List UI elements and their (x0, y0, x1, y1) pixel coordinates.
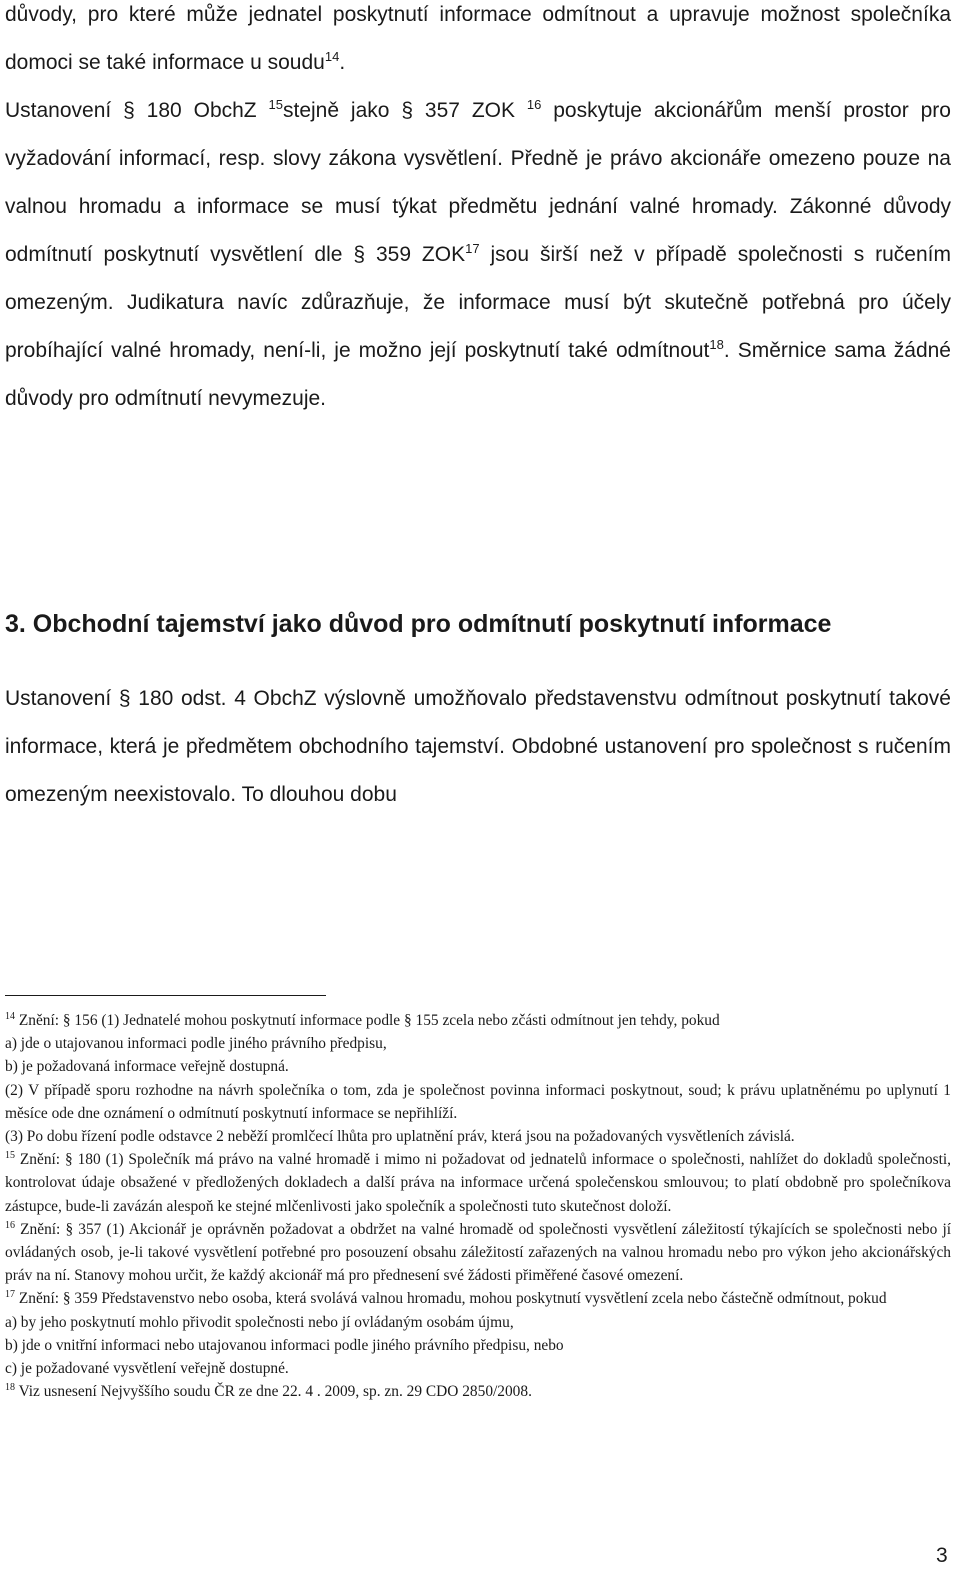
footnote-ref-18[interactable]: 18 (709, 337, 724, 352)
footnote-line: a) jde o utajovanou informaci podle jiného právního předpisu, (5, 1035, 387, 1053)
footnote-ref-17[interactable]: 17 (465, 241, 480, 256)
footnote-number: 15 (5, 1150, 15, 1162)
footnote-number: 14 (5, 1010, 15, 1022)
footnote-line: b) je požadovaná informace veřejně dostupná. (5, 1058, 289, 1076)
text-segment: Ustanovení § 180 ObchZ (5, 99, 257, 122)
text-segment: poskytuje akcionářům menší prostor pro vyžadování informací, resp. slovy zákona vysvětlení. Předně je právo akcionáře omezeno pouze na valnou hromadu a informace se musí týkat předmětu jednání valné hromady. Zákonné důvody odmítnutí poskytnutí vysvětlení dle § 359 ZOK (5, 99, 951, 266)
footnote-separator (5, 995, 326, 996)
footnote-17 (5, 1287, 951, 1310)
footnote-ref-15[interactable]: 15 (268, 97, 283, 112)
footnote-text: Viz usnesení Nejvyššího soudu ČR ze dne 22. 4 . 2009, sp. zn. 29 CDO 2850/2008. (18, 1383, 532, 1401)
footnote-text: Znění: § 180 (1) Společník má právo na valné hromadě i mimo ni požadovat od jednatelů informace o společnosti, nahlížet do dokladů společnosti, kontrolovat údaje obsažené v předložených dokladech a další práva na informace určená společenskou smlouvou; to platí obdobně pro společníkova zástupce, bude-li zavázán alespoň ke stejné mlčenlivosti jako společník a společnosti tuto skutečnost doloží. (5, 1151, 951, 1215)
footnote-number: 18 (5, 1382, 15, 1394)
body-paragraph-2: Ustanovení § 180 odst. 4 ObchZ výslovně umožňovalo představenstvu odmítnout poskytnutí takové informace, která je předmětem obchodního tajemství. Obdobné ustanovení pro společnost s ručením omezeným neexistovalo. To dlouhou dobu (5, 687, 951, 806)
footnote-text: Znění: § 156 (1) Jednatelé mohou poskytnutí informace podle § 155 zcela nebo zčásti odmítnout jen tehdy, pokud (18, 1012, 720, 1029)
text-segment: důvody, pro které může jednatel poskytnutí informace odmítnout a upravuje možnost společníka domoci se také informace u soudu (5, 3, 951, 74)
footnote-line: b) jde o vnitřní informaci nebo utajovanou informaci podle jiného právního předpisu, nebo (5, 1336, 564, 1354)
footnote-16 (5, 1218, 951, 1288)
footnote-line: (2) V případě sporu rozhodne na návrh společníka o tom, zda je společnost povinna informaci poskytnout, soud; k právu uplatněnému po uplynutí 1 měsíce ode dne oznámení o odmítnutí poskytnutí informace se nepřihlíží. (5, 1081, 951, 1122)
footnotes-section (5, 1009, 951, 1403)
footnote-14 (5, 1009, 951, 1032)
section-heading: 3. Obchodní tajemství jako důvod pro odmítnutí poskytnutí informace (5, 610, 832, 638)
footnote-text: Znění: § 357 (1) Akcionář je oprávněn požadovat a obdržet na valné hromadě od společnosti vysvětlení záležitostí týkajících se společnosti nebo jí ovládaných osob, je-li takové vysvětlení potřebné pro posouzení obsahu záležitostí zařazených na valnou hromadu nebo pro výkon jeho akcionářských práv na ní. Stanovy mohou určit, že každý akcionář má pro přednesení své žádosti přiměřené časové omezení. (5, 1220, 951, 1285)
text-segment: jsou širší než v případě společnosti s ručením omezeným. Judikatura navíc zdůrazňuje, že informace musí být skutečně potřebná pro účely probíhající valné hromady, není-li, je možno její poskytnutí také odmítnout (5, 243, 951, 362)
footnote-line: c) je požadované vysvětlení veřejně dostupné. (5, 1360, 289, 1378)
page-number: 3 (936, 1544, 948, 1567)
footnote-line: a) by jeho poskytnutí mohlo přivodit společnosti nebo jí ovládaným osobám újmu, (5, 1313, 514, 1331)
text-segment: . Směrnice sama žádné důvody pro odmítnutí nevymezuje. (5, 339, 951, 410)
footnote-ref-14[interactable]: 14 (324, 49, 340, 64)
footnote-number: 17 (5, 1289, 15, 1301)
footnote-line: (3) Po dobu řízení podle odstavce 2 neběží promlčecí lhůta pro uplatnění práv, která jsou na požadovaných vysvětleních závislá. (5, 1128, 795, 1146)
footnote-number: 16 (5, 1219, 15, 1231)
footnote-15 (5, 1148, 951, 1218)
footnote-ref-16[interactable]: 16 (526, 97, 542, 112)
footnote-text: Znění: § 359 Představenstvo nebo osoba, která svolává valnou hromadu, mohou poskytnutí vysvětlení zcela nebo částečně odmítnout, pokud (18, 1290, 887, 1308)
text-segment: . (339, 51, 346, 74)
footnote-18 (5, 1380, 951, 1403)
text-segment: stejně jako § 357 ZOK (283, 99, 515, 122)
body-paragraph-1 (5, 0, 951, 423)
